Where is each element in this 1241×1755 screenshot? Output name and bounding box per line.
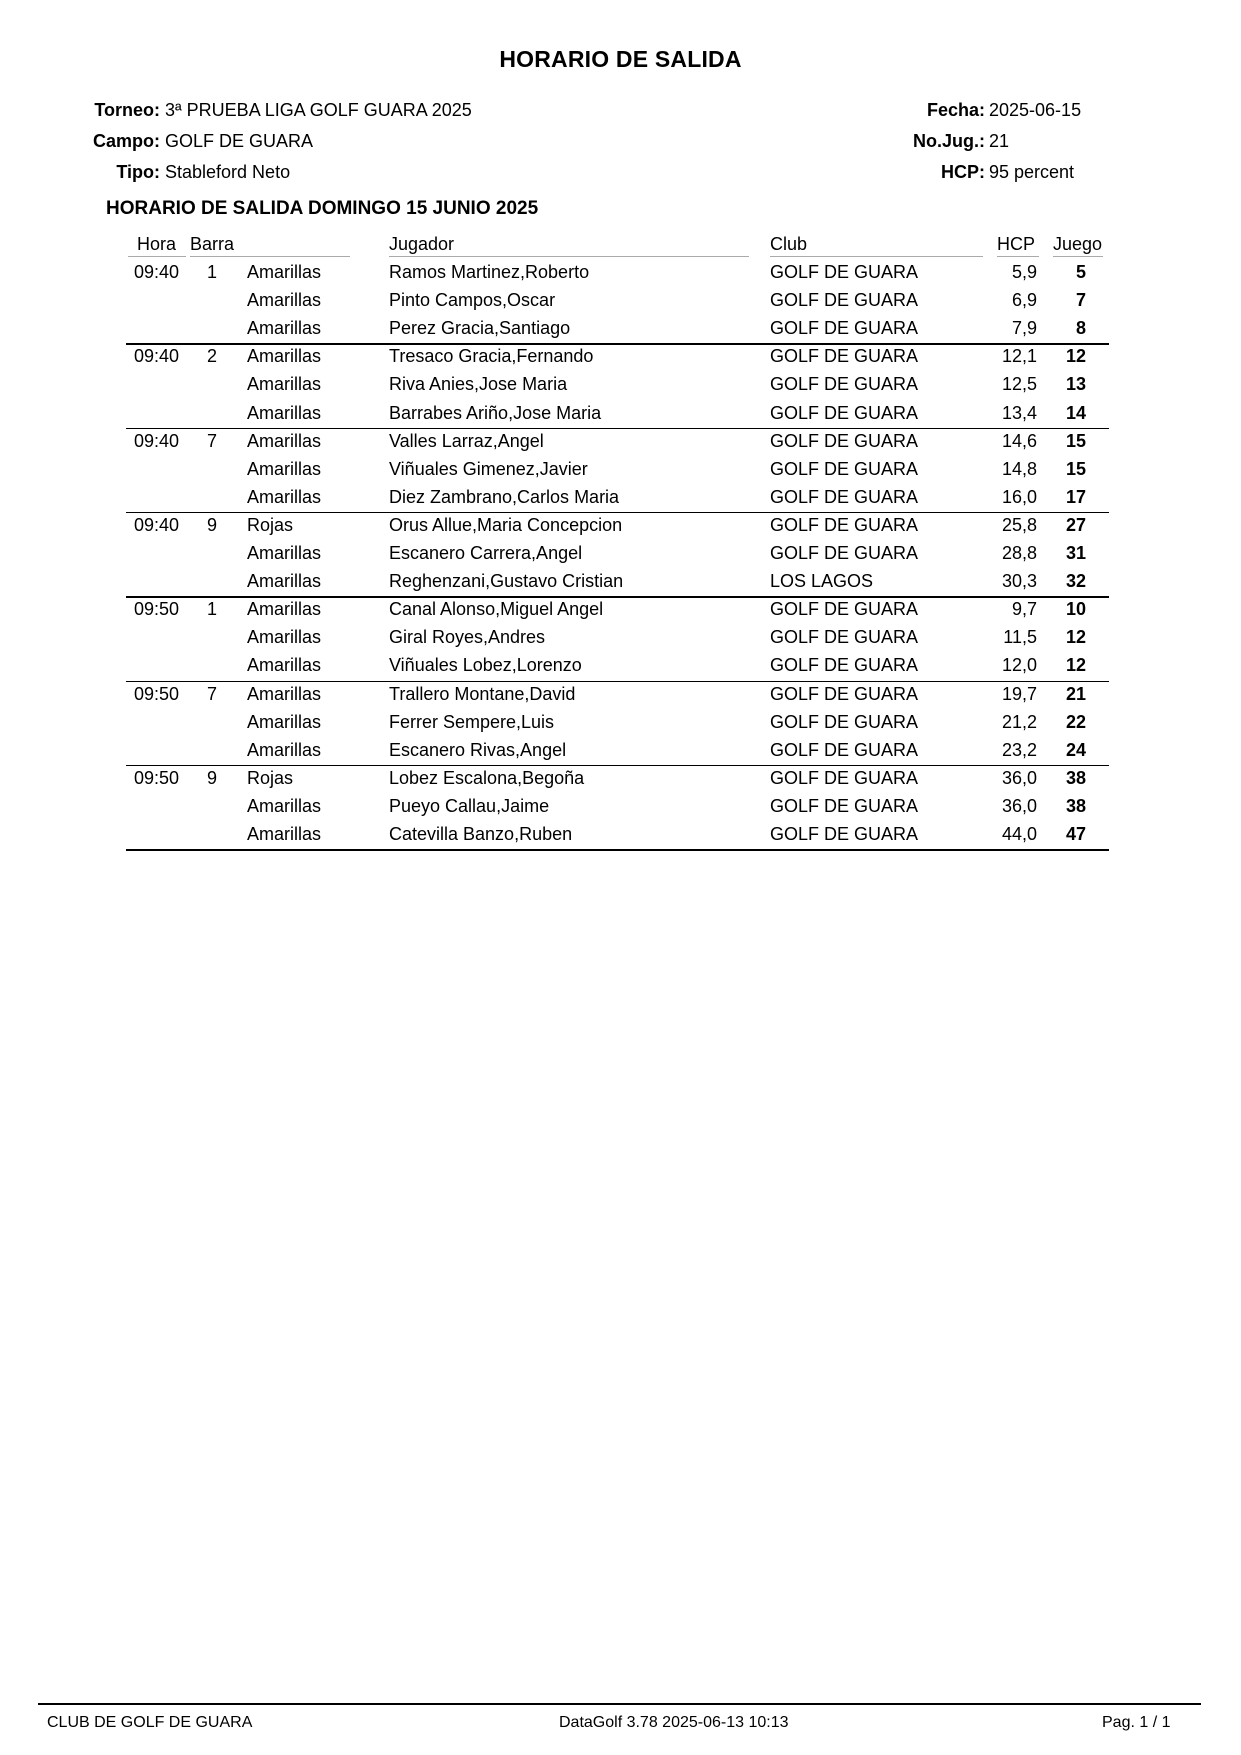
- cell-jugador: Orus Allue,Maria Concepcion: [389, 514, 623, 535]
- cell-barra: 2: [207, 346, 218, 367]
- cell-club: GOLF DE GUARA: [770, 374, 919, 395]
- cell-juego: 17: [1065, 486, 1086, 507]
- cell-hora: 09:40: [134, 346, 180, 367]
- cell-tee: Amarillas: [247, 430, 322, 451]
- footer-club: CLUB DE GOLF DE GUARA: [47, 1714, 253, 1731]
- cell-hcp: 14,8: [1001, 458, 1037, 479]
- cell-hcp: 25,8: [1001, 514, 1037, 535]
- cell-juego: 7: [1075, 290, 1086, 311]
- group-separator: [126, 512, 1109, 514]
- cell-jugador: Ferrer Sempere,Luis: [389, 711, 555, 732]
- header-underline: [770, 256, 983, 257]
- cell-juego: 12: [1065, 655, 1086, 676]
- cell-juego: 10: [1065, 599, 1086, 620]
- cell-tee: Amarillas: [247, 627, 322, 648]
- cell-juego: 5: [1075, 262, 1086, 282]
- cell-juego: 47: [1065, 824, 1086, 844]
- cell-jugador: Valles Larraz,Angel: [389, 430, 544, 451]
- cell-juego: 13: [1065, 374, 1086, 395]
- col-jugador: Jugador: [389, 234, 455, 254]
- cell-club: GOLF DE GUARA: [770, 824, 919, 844]
- cell-hcp: 23,2: [1001, 739, 1037, 760]
- cell-juego: 31: [1065, 543, 1086, 563]
- cell-club: GOLF DE GUARA: [770, 486, 919, 507]
- table-row: [0, 346, 1241, 374]
- cell-barra: 7: [207, 683, 218, 704]
- cell-jugador: Giral Royes,Andres: [389, 627, 546, 648]
- cell-tee: Amarillas: [247, 374, 322, 395]
- col-club: Club: [770, 234, 808, 254]
- cell-jugador: Ramos Martinez,Roberto: [389, 262, 590, 282]
- table-row: [0, 459, 1241, 487]
- table-row: [0, 543, 1241, 571]
- nojug-value: 21: [989, 131, 1010, 151]
- cell-barra: 9: [207, 514, 218, 535]
- cell-juego: 22: [1065, 711, 1086, 732]
- cell-hcp: 19,7: [1001, 683, 1037, 704]
- hcp-value: 95 percent: [989, 162, 1075, 182]
- cell-tee: Rojas: [247, 514, 294, 535]
- table-row: [0, 740, 1241, 768]
- cell-hora: 09:40: [134, 430, 180, 451]
- cell-club: GOLF DE GUARA: [770, 599, 919, 620]
- header-underline: [997, 256, 1039, 257]
- cell-club: GOLF DE GUARA: [770, 318, 919, 339]
- cell-tee: Amarillas: [247, 346, 322, 367]
- campo-label: Campo:: [93, 131, 160, 151]
- cell-tee: Amarillas: [247, 543, 322, 563]
- cell-jugador: Reghenzani,Gustavo Cristian: [389, 571, 624, 592]
- cell-hcp: 9,7: [1011, 599, 1037, 620]
- cell-hcp: 5,9: [1011, 262, 1037, 282]
- cell-tee: Rojas: [247, 767, 294, 788]
- cell-jugador: Escanero Rivas,Angel: [389, 739, 567, 760]
- cell-club: GOLF DE GUARA: [770, 767, 919, 788]
- tipo-label: Tipo:: [116, 162, 160, 182]
- cell-club: LOS LAGOS: [770, 571, 874, 592]
- cell-hcp: 36,0: [1001, 767, 1037, 788]
- cell-tee: Amarillas: [247, 262, 322, 282]
- cell-jugador: Pueyo Callau,Jaime: [389, 795, 550, 816]
- table-row: [0, 627, 1241, 655]
- cell-tee: Amarillas: [247, 711, 322, 732]
- cell-club: GOLF DE GUARA: [770, 543, 919, 563]
- table-row: [0, 712, 1241, 740]
- group-separator: [126, 596, 1109, 598]
- cell-barra: 9: [207, 767, 218, 788]
- header-underline: [1053, 256, 1103, 257]
- cell-hora: 09:50: [134, 767, 180, 788]
- cell-club: GOLF DE GUARA: [770, 795, 919, 816]
- hcp-label: HCP:: [941, 162, 985, 182]
- cell-jugador: Viñuales Gimenez,Javier: [389, 458, 588, 479]
- cell-club: GOLF DE GUARA: [770, 346, 919, 367]
- cell-hora: 09:50: [134, 683, 180, 704]
- table-row: [0, 515, 1241, 543]
- cell-juego: 12: [1065, 346, 1086, 367]
- cell-hcp: 7,9: [1011, 318, 1037, 339]
- footer-page: Pag. 1 / 1: [1102, 1714, 1171, 1731]
- cell-hcp: 16,0: [1001, 486, 1037, 507]
- cell-hcp: 36,0: [1001, 795, 1037, 816]
- cell-juego: 12: [1065, 627, 1086, 648]
- cell-jugador: Pinto Campos,Oscar: [389, 290, 556, 311]
- cell-jugador: Tresaco Gracia,Fernando: [389, 346, 594, 367]
- cell-club: GOLF DE GUARA: [770, 458, 919, 479]
- torneo-label: Torneo:: [94, 100, 160, 120]
- cell-jugador: Diez Zambrano,Carlos Maria: [389, 486, 620, 507]
- cell-tee: Amarillas: [247, 824, 322, 844]
- cell-barra: 7: [207, 430, 218, 451]
- table-row: [0, 318, 1241, 346]
- cell-juego: 8: [1075, 318, 1086, 339]
- cell-hora: 09:40: [134, 514, 180, 535]
- cell-hcp: 44,0: [1001, 824, 1037, 844]
- group-separator: [126, 849, 1109, 851]
- cell-juego: 24: [1065, 739, 1086, 760]
- table-row: [0, 655, 1241, 683]
- cell-jugador: Canal Alonso,Miguel Angel: [389, 599, 604, 620]
- cell-tee: Amarillas: [247, 599, 322, 620]
- cell-club: GOLF DE GUARA: [770, 402, 919, 423]
- table-row: [0, 374, 1241, 402]
- cell-juego: 15: [1065, 430, 1086, 451]
- cell-hcp: 28,8: [1001, 543, 1037, 563]
- cell-juego: 14: [1065, 402, 1086, 423]
- col-barra: Barra: [190, 234, 235, 254]
- footer-software: DataGolf 3.78 2025-06-13 10:13: [559, 1714, 789, 1731]
- cell-club: GOLF DE GUARA: [770, 683, 919, 704]
- header-underline: [128, 256, 186, 257]
- table-row: [0, 571, 1241, 599]
- header-underline: [389, 256, 749, 257]
- cell-tee: Amarillas: [247, 571, 322, 592]
- cell-juego: 21: [1065, 683, 1086, 704]
- cell-tee: Amarillas: [247, 795, 322, 816]
- cell-tee: Amarillas: [247, 318, 322, 339]
- table-row: [0, 403, 1241, 431]
- torneo-value: 3ª PRUEBA LIGA GOLF GUARA 2025: [165, 100, 472, 120]
- footer-rule: [38, 1703, 1201, 1705]
- cell-hcp: 13,4: [1001, 402, 1037, 423]
- cell-barra: 1: [207, 262, 218, 282]
- table-row: [0, 262, 1241, 290]
- group-separator: [126, 343, 1109, 345]
- cell-tee: Amarillas: [247, 290, 322, 311]
- table-row: [0, 290, 1241, 318]
- group-separator: [126, 765, 1109, 767]
- cell-club: GOLF DE GUARA: [770, 514, 919, 535]
- nojug-label: No.Jug.:: [913, 131, 985, 151]
- cell-jugador: Escanero Carrera,Angel: [389, 543, 583, 563]
- cell-jugador: Trallero Montane,David: [389, 683, 576, 704]
- cell-club: GOLF DE GUARA: [770, 739, 919, 760]
- cell-hora: 09:40: [134, 262, 180, 282]
- cell-club: GOLF DE GUARA: [770, 290, 919, 311]
- table-row: [0, 768, 1241, 796]
- table-row: [0, 796, 1241, 824]
- cell-hcp: 12,0: [1001, 655, 1037, 676]
- cell-jugador: Viñuales Lobez,Lorenzo: [389, 655, 582, 676]
- cell-juego: 15: [1065, 458, 1086, 479]
- group-separator: [126, 428, 1109, 430]
- page-title: HORARIO DE SALIDA: [499, 46, 742, 72]
- cell-juego: 38: [1065, 767, 1086, 788]
- cell-club: GOLF DE GUARA: [770, 262, 919, 282]
- cell-jugador: Perez Gracia,Santiago: [389, 318, 571, 339]
- cell-juego: 38: [1065, 795, 1086, 816]
- schedule-subtitle: HORARIO DE SALIDA DOMINGO 15 JUNIO 2025: [106, 198, 539, 219]
- cell-club: GOLF DE GUARA: [770, 655, 919, 676]
- col-juego: Juego: [1053, 234, 1103, 254]
- cell-barra: 1: [207, 599, 218, 620]
- cell-hora: 09:50: [134, 599, 180, 620]
- header-underline: [190, 256, 350, 257]
- cell-hcp: 21,2: [1001, 711, 1037, 732]
- cell-club: GOLF DE GUARA: [770, 711, 919, 732]
- col-hora: Hora: [137, 234, 177, 254]
- table-row: [0, 824, 1241, 852]
- cell-juego: 27: [1065, 514, 1086, 535]
- cell-tee: Amarillas: [247, 739, 322, 760]
- cell-tee: Amarillas: [247, 402, 322, 423]
- cell-hcp: 30,3: [1001, 571, 1037, 592]
- table-row: [0, 599, 1241, 627]
- col-hcp: HCP: [997, 234, 1036, 254]
- cell-jugador: Riva Anies,Jose Maria: [389, 374, 568, 395]
- cell-jugador: Barrabes Ariño,Jose Maria: [389, 402, 602, 423]
- table-row: [0, 684, 1241, 712]
- group-separator: [126, 681, 1109, 683]
- cell-club: GOLF DE GUARA: [770, 430, 919, 451]
- cell-juego: 32: [1065, 571, 1086, 592]
- table-row: [0, 487, 1241, 515]
- cell-hcp: 11,5: [1003, 627, 1037, 648]
- cell-tee: Amarillas: [247, 655, 322, 676]
- cell-club: GOLF DE GUARA: [770, 627, 919, 648]
- cell-jugador: Catevilla Banzo,Ruben: [389, 824, 573, 844]
- cell-hcp: 6,9: [1011, 290, 1037, 311]
- cell-hcp: 12,1: [1001, 346, 1037, 367]
- cell-tee: Amarillas: [247, 683, 322, 704]
- fecha-value: 2025-06-15: [989, 100, 1082, 120]
- fecha-label: Fecha:: [926, 100, 985, 120]
- cell-tee: Amarillas: [247, 486, 322, 507]
- cell-hcp: 14,6: [1001, 430, 1037, 451]
- tipo-value: Stableford Neto: [165, 162, 291, 182]
- campo-value: GOLF DE GUARA: [165, 131, 314, 151]
- table-row: [0, 431, 1241, 459]
- cell-jugador: Lobez Escalona,Begoña: [389, 767, 585, 788]
- cell-tee: Amarillas: [247, 458, 322, 479]
- cell-hcp: 12,5: [1001, 374, 1037, 395]
